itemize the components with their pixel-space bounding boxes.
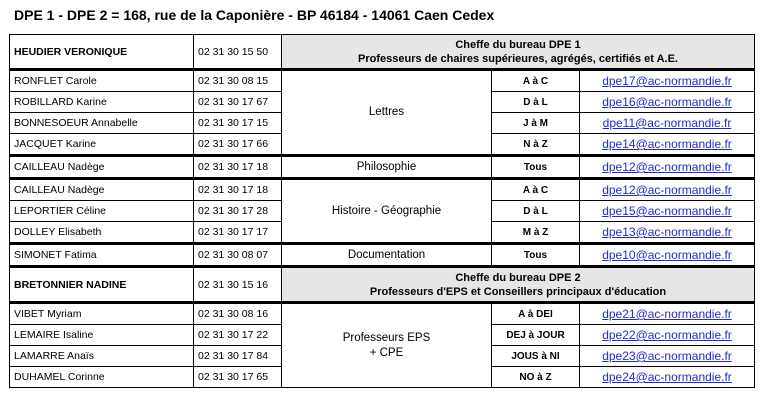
email-link[interactable]: dpe16@ac-normandie.fr — [602, 95, 732, 109]
bureau1-head-title-cell — [282, 35, 755, 70]
alpha-range: N à Z — [492, 134, 580, 156]
email-link[interactable]: dpe22@ac-normandie.fr — [602, 328, 732, 342]
agent-name: BONNESOEUR Annabelle — [10, 113, 194, 134]
email-cell — [580, 346, 755, 367]
agent-phone: 02 31 30 17 66 — [194, 134, 282, 156]
bureau2-head-title-cell — [282, 267, 755, 303]
table-row — [10, 179, 755, 201]
alpha-range: J à M — [492, 113, 580, 134]
agent-phone: 02 31 30 08 16 — [194, 303, 282, 325]
email-cell — [580, 134, 755, 156]
agent-phone: 02 31 30 17 28 — [194, 201, 282, 222]
contact-table — [9, 34, 755, 388]
bureau1-head-title: Cheffe du bureau DPE 1 — [455, 38, 581, 51]
table-row — [10, 70, 755, 92]
email-cell — [580, 367, 755, 388]
agent-name: LEMAIRE Isaline — [10, 325, 194, 346]
agent-name: RONFLET Carole — [10, 70, 194, 92]
bureau2-head-name: BRETONNIER NADINE — [10, 267, 194, 303]
agent-phone: 02 31 30 17 67 — [194, 92, 282, 113]
table-row — [10, 244, 755, 267]
email-link[interactable]: dpe13@ac-normandie.fr — [602, 225, 732, 239]
alpha-range: Tous — [492, 244, 580, 267]
agent-phone: 02 31 30 08 15 — [194, 70, 282, 92]
email-link[interactable]: dpe15@ac-normandie.fr — [602, 204, 732, 218]
agent-name: ROBILLARD Karine — [10, 92, 194, 113]
alpha-range: A à C — [492, 179, 580, 201]
agent-phone: 02 31 30 17 22 — [194, 325, 282, 346]
alpha-range: M à Z — [492, 222, 580, 244]
email-cell — [580, 113, 755, 134]
agent-phone: 02 31 30 17 15 — [194, 113, 282, 134]
bureau1-head-name: HEUDIER VERONIQUE — [10, 35, 194, 70]
bureau1-head-subtitle: Professeurs de chaires supérieures, agrégés, certifiés et A.E. — [358, 52, 678, 65]
bureau2-head-phone: 02 31 30 15 16 — [194, 267, 282, 303]
table-row — [10, 156, 755, 179]
email-cell — [580, 70, 755, 92]
alpha-range: NO à Z — [492, 367, 580, 388]
agent-name: SIMONET Fatima — [10, 244, 194, 267]
bureau2-head-row — [10, 267, 755, 303]
bureau1-head-row — [10, 35, 755, 70]
email-link[interactable]: dpe12@ac-normandie.fr — [602, 183, 732, 197]
agent-phone: 02 31 30 17 65 — [194, 367, 282, 388]
bureau2-head-title: Cheffe du bureau DPE 2 — [455, 271, 581, 284]
email-link[interactable]: dpe23@ac-normandie.fr — [602, 349, 732, 363]
agent-name: DOLLEY Elisabeth — [10, 222, 194, 244]
subject-eps-line2: + CPE — [369, 346, 404, 359]
agent-name: LEPORTIER Céline — [10, 201, 194, 222]
email-link[interactable]: dpe11@ac-normandie.fr — [602, 116, 732, 130]
alpha-range: DEJ à JOUR — [492, 325, 580, 346]
email-cell — [580, 92, 755, 113]
subject-documentation: Documentation — [282, 244, 492, 267]
email-link[interactable]: dpe14@ac-normandie.fr — [602, 137, 732, 151]
alpha-range: D à L — [492, 201, 580, 222]
email-link[interactable]: dpe17@ac-normandie.fr — [602, 74, 732, 88]
bureau2-head-subtitle: Professeurs d'EPS et Conseillers principaux d'éducation — [369, 285, 667, 298]
table-row — [10, 303, 755, 325]
subject-histoire-geographie: Histoire - Géographie — [282, 179, 492, 244]
subject-eps-cpe — [282, 303, 492, 388]
alpha-range: Tous — [492, 156, 580, 179]
agent-name: LAMARRE Anaïs — [10, 346, 194, 367]
alpha-range: D à L — [492, 92, 580, 113]
email-cell — [580, 222, 755, 244]
agent-phone: 02 31 30 17 84 — [194, 346, 282, 367]
subject-eps-line1: Professeurs EPS — [342, 331, 431, 344]
agent-name: CAILLEAU Nadège — [10, 179, 194, 201]
agent-phone: 02 31 30 17 17 — [194, 222, 282, 244]
subject-lettres: Lettres — [282, 70, 492, 156]
agent-phone: 02 31 30 08 07 — [194, 244, 282, 267]
email-link[interactable]: dpe24@ac-normandie.fr — [602, 370, 732, 384]
agent-phone: 02 31 30 17 18 — [194, 156, 282, 179]
agent-name: JACQUET Karine — [10, 134, 194, 156]
email-link[interactable]: dpe21@ac-normandie.fr — [602, 307, 732, 321]
email-cell — [580, 303, 755, 325]
email-link[interactable]: dpe10@ac-normandie.fr — [602, 248, 732, 262]
alpha-range: JOUS à NI — [492, 346, 580, 367]
alpha-range: A à C — [492, 70, 580, 92]
email-cell — [580, 156, 755, 179]
email-cell — [580, 179, 755, 201]
email-cell — [580, 325, 755, 346]
agent-phone: 02 31 30 17 18 — [194, 179, 282, 201]
agent-name: VIBET Myriam — [10, 303, 194, 325]
email-cell — [580, 201, 755, 222]
email-cell — [580, 244, 755, 267]
agent-name: CAILLEAU Nadège — [10, 156, 194, 179]
alpha-range: A à DEI — [492, 303, 580, 325]
bureau1-head-phone: 02 31 30 15 50 — [194, 35, 282, 70]
subject-philosophie: Philosophie — [282, 156, 492, 179]
email-link[interactable]: dpe12@ac-normandie.fr — [602, 160, 732, 174]
agent-name: DUHAMEL Corinne — [10, 367, 194, 388]
page-title: DPE 1 - DPE 2 = 168, rue de la Caponière - BP 46184 - 14061 Caen Cedex — [14, 7, 495, 23]
